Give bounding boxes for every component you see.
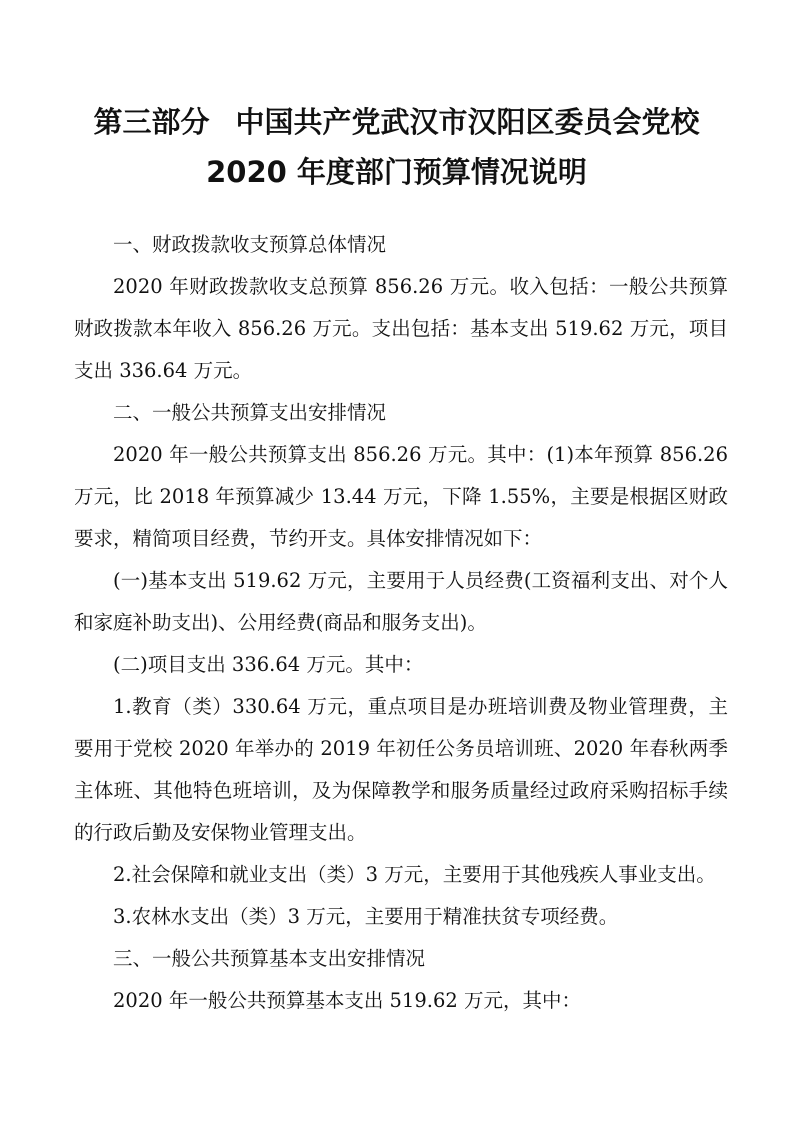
section-label: 第三部分 (93, 105, 210, 139)
list-item-agriculture: 3.农林水支出（类）3 万元，主要用于精准扶贫专项经费。 (113, 905, 619, 928)
paragraph-1: 2020 年财政拨款收支总预算 856.26 万元。收入包括：一般公共预算财政拨款本年收入 856.26 万元。支出包括：基本支出 519.62 万元，项目支出 336.64 万元。 (74, 275, 728, 382)
section-heading-2: 二、一般公共预算支出安排情况 (113, 401, 387, 424)
paragraph-3: 2020 年一般公共预算基本支出 519.62 万元，其中： (113, 989, 581, 1012)
paragraph-basic-expenditure: (一)基本支出 519.62 万元，主要用于人员经费(工资福利支出、对个人和家庭补助支出)、公用经费(商品和服务支出)。 (74, 569, 728, 634)
section-heading-3: 三、一般公共预算基本支出安排情况 (113, 947, 426, 970)
organization-name: 中国共产党武汉市汉阳区委员会党校 (235, 105, 700, 139)
list-item-social-security: 2.社会保障和就业支出（类）3 万元，主要用于其他残疾人事业支出。 (113, 863, 716, 886)
paragraph-2: 2020 年一般公共预算支出 856.26 万元。其中：(1)本年预算 856.26 万元，比 2018 年预算减少 13.44 万元，下降 1.55%，主要是根据区财政要求，精简项目经费，节约开支。具体安排情况如下： (74, 443, 728, 550)
paragraph-project-expenditure: (二)项目支出 336.64 万元。其中： (113, 653, 424, 676)
document-title-line-1 (60, 102, 733, 142)
list-item-education: 1.教育（类）330.64 万元，重点项目是办班培训费及物业管理费，主要用于党校 2020 年举办的 2019 年初任公务员培训班、2020 年春秋两季主体班、其他特色班培训，及为保障教学和服务质量经过政府采购招标手续的行政后勤及安保物业管理支出。 (74, 695, 728, 844)
document-body (74, 224, 728, 1022)
section-heading-1: 一、财政拨款收支预算总体情况 (113, 233, 387, 256)
document-title-line-2: 2020 年度部门预算情况说明 (206, 155, 587, 189)
